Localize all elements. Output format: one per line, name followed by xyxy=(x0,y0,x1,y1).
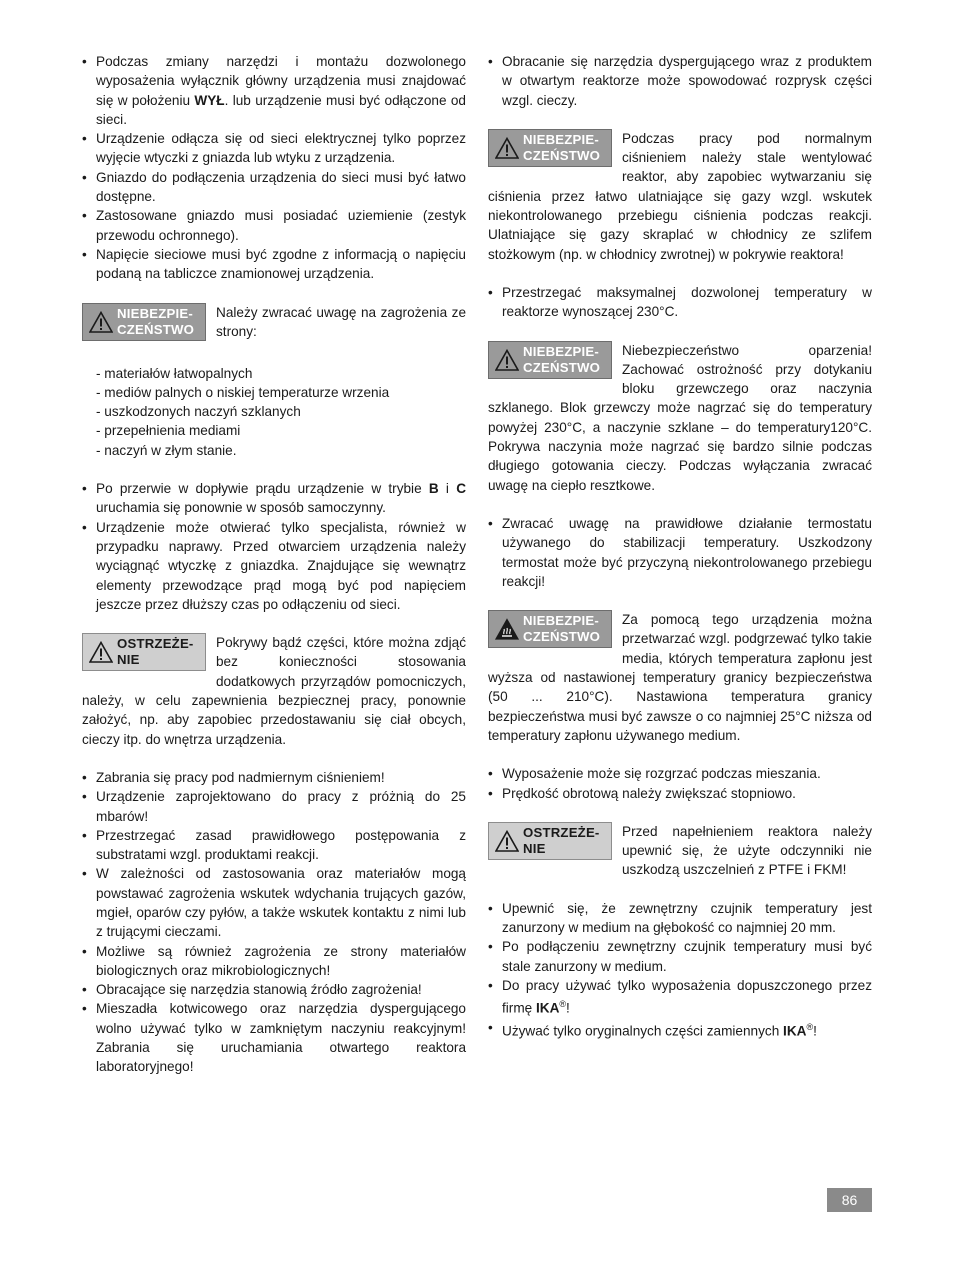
danger-notice-burn xyxy=(488,341,872,495)
list-item: • Urządzenie może otwierać tylko specjalista, również w przypadku naprawy. Przed otwarciem urządzenia należy wyciągnąć wtyczkę z gniazdka. Znajdujące się wewnątrz elementy przewodzące prąd mogą być pod napięciem jeszcze przez dłuższy czas po odłączeniu od sieci. xyxy=(82,518,466,614)
sensor-bullets xyxy=(488,899,872,1041)
list-item: • Gniazdo do podłączenia urządzenia do sieci musi być łatwo dostępne. xyxy=(82,168,466,207)
list-item: • Mieszadła kotwicowego oraz narzędzia dyspergującego wolno używać tylko w zamkniętym naczyniu reakcyjnym! Zabrania się uruchamiania otwartego reaktora laboratoryjnego! xyxy=(82,999,466,1076)
list-item: • Wyposażenie może się rozgrzać podczas mieszania. xyxy=(488,764,872,783)
list-item: • Możliwe są również zagrożenia ze strony materiałów biologicznych oraz mikrobiologicznych! xyxy=(82,942,466,981)
left-column xyxy=(82,52,466,1077)
list-item: • Urządzenie odłącza się od sieci elektrycznej tylko poprzez wyjęcie wtyczki z gniazda lub wtyku z urządzenia. xyxy=(82,129,466,168)
danger-notice-hazards xyxy=(82,303,466,345)
danger-notice-flashpoint xyxy=(488,610,872,745)
danger-badge: NIEBEZPIE- CZEŃSTWO xyxy=(82,303,206,341)
restart-bullets xyxy=(82,479,466,614)
power-bullets xyxy=(82,52,466,284)
warning-triangle-icon xyxy=(495,349,519,371)
list-item: • Zwracać uwagę na prawidłowe działanie termostatu używanego do stabilizacji temperatury. Uszkodzony termostat może być przyczyną niekontrolowanego przebiegu reakcji! xyxy=(488,514,872,591)
warning-triangle-icon xyxy=(495,137,519,159)
list-item: • Po podłączeniu zewnętrzny czujnik temperatury musi być stale zanurzony w medium. xyxy=(488,937,872,976)
list-item: - mediów palnych o niskiej temperaturze wrzenia xyxy=(96,384,390,400)
list-item: - przepełnienia mediami xyxy=(96,423,241,439)
danger-badge: NIEBEZPIE- CZEŃSTWO xyxy=(488,610,612,648)
list-item: • Obracające się narzędzia stanowią źródło zagrożenia! xyxy=(82,980,466,999)
danger-text: Niebezpieczeństwo oparzenia! Zachować ostrożność przy dotykaniu bloku grzewczego oraz naczynia szklanego. Blok grzewczy może nagrzać się do temperatury powyżej 230°C, a naczynie szklane – do temperatury120°C. Pokrywa naczynia może nagrzać się bardzo silnie podczas długiego gotowania cieczy. Podczas wyłączania zwracać uwagę na ciepło resztkowe. xyxy=(488,342,872,493)
right-column xyxy=(488,52,872,1041)
warning-badge: OSTRZEŻE- NIE xyxy=(82,633,206,671)
process-bullets xyxy=(82,768,466,1077)
list-item: • Podczas zmiany narzędzi i montażu dozwolonego wyposażenia wyłącznik główny urządzenia musi znajdować się w położeniu WYŁ. lub urządzenie musi być odłączone od sieci. xyxy=(82,52,466,129)
warning-badge: OSTRZEŻE- NIE xyxy=(488,822,612,860)
list-item: • Przestrzegać maksymalnej dozwolonej temperatury w reaktorze wynoszącej 230°C. xyxy=(488,283,872,322)
warning-text: Przed napełnieniem reaktora należy upewnić się, że użyte odczynniki nie uszkodzą uszczelnień z PTFE i FKM! xyxy=(622,823,872,878)
danger-badge: NIEBEZPIE- CZEŃSTWO xyxy=(488,129,612,167)
danger-text: Za pomocą tego urządzenia można przetwarzać wzgl. podgrzewać tylko takie media, których temperatura zapłonu jest wyższa od nastawionej temperatury granicy bezpieczeństwa (50 ... 210°C). Nastawiona temperatura granicy bezpieczeństwa musi być zawsze o co najmniej 25°C niższa od temperatury zapłonu używanego medium. xyxy=(488,612,872,743)
list-item: • Prędkość obrotową należy zwiększać stopniowo. xyxy=(488,784,872,803)
danger-notice-pressure xyxy=(488,129,872,264)
page-number: 86 xyxy=(827,1188,872,1212)
list-item: • Po przerwie w dopływie prądu urządzenie w trybie B i C uruchamia się ponownie w sposób samoczynny. xyxy=(82,479,466,518)
warning-triangle-icon xyxy=(89,641,113,663)
thermostat-bullets xyxy=(488,514,872,591)
list-item: • Przestrzegać zasad prawidłowego postępowania z substratami wzgl. produktami reakcji. xyxy=(82,826,466,865)
mixing-bullets xyxy=(488,764,872,803)
list-item: • Obracanie się narzędzia dyspergującego wraz z produktem w otwartym reaktorze może spowodować rozprysk części wzgl. cieczy. xyxy=(488,52,872,110)
danger-text: Podczas pracy pod normalnym ciśnieniem należy stale wentylować reaktor, aby zapobiec wytwarzaniu się ciśnienia przez łatwo ulatniające się gazy wzgl. wskutek niekontrolowanego przebiegu ciśnienia podczas reakcji. Ulatniające się gazy skraplać w chłodnicy ze szlifem stożkowym (np. w chłodnicy zwrotnej) w pokrywie reaktora! xyxy=(488,130,872,262)
warning-triangle-icon xyxy=(495,830,519,852)
dispersing-bullets xyxy=(488,52,872,110)
list-item: • W zależności od zastosowania oraz materiałów mogą powstawać zagrożenia wskutek wdychania trujących gazów, mgieł, oparów czy pyłów, a także wskutek kontaktu z nimi lub z trującymi cieczami. xyxy=(82,864,466,941)
hot-surface-icon xyxy=(495,618,519,640)
list-item: • Zastosowane gniazdo musi posiadać uziemienie (zestyk przewodu ochronnego). xyxy=(82,206,466,245)
warning-notice-covers xyxy=(82,633,466,749)
list-item: • Urządzenie zaprojektowano do pracy z próżnią do 25 mbarów! xyxy=(82,787,466,826)
list-item: • Zabrania się pracy pod nadmiernym ciśnieniem! xyxy=(82,768,466,787)
list-item: - uszkodzonych naczyń szklanych xyxy=(96,404,301,420)
warning-text: Pokrywy bądź części, które można zdjąć bez konieczności stosowania dodatkowych przyrządów pomocniczych, należy, w celu zapewnienia bezpiecznej pracy, ponownie założyć, np. aby zapobiec przedostawaniu się ciał obcych, cieczy itp. do wnętrza urządzenia. xyxy=(82,635,466,747)
warning-notice-seals xyxy=(488,822,872,880)
list-item: • Używać tylko oryginalnych części zamiennych IKA®! xyxy=(488,1018,872,1041)
danger-text: Należy zwracać uwagę na zagrożenia ze strony: xyxy=(216,304,466,339)
list-item: • Upewnić się, że zewnętrzny czujnik temperatury jest zanurzony w medium na głębokość co najmniej 20 mm. xyxy=(488,899,872,938)
warning-triangle-icon xyxy=(89,311,113,333)
hazard-list xyxy=(82,364,466,460)
list-item: • Napięcie sieciowe musi być zgodne z informacją o napięciu podaną na tabliczce znamionowej urządzenia. xyxy=(82,245,466,284)
temperature-bullets xyxy=(488,283,872,322)
list-item: • Do pracy używać tylko wyposażenia dopuszczonego przez firmę IKA®! xyxy=(488,976,872,1018)
list-item: - naczyń w złym stanie. xyxy=(96,442,237,458)
list-item: - materiałów łatwopalnych xyxy=(96,365,253,381)
danger-badge: NIEBEZPIE- CZEŃSTWO xyxy=(488,341,612,379)
